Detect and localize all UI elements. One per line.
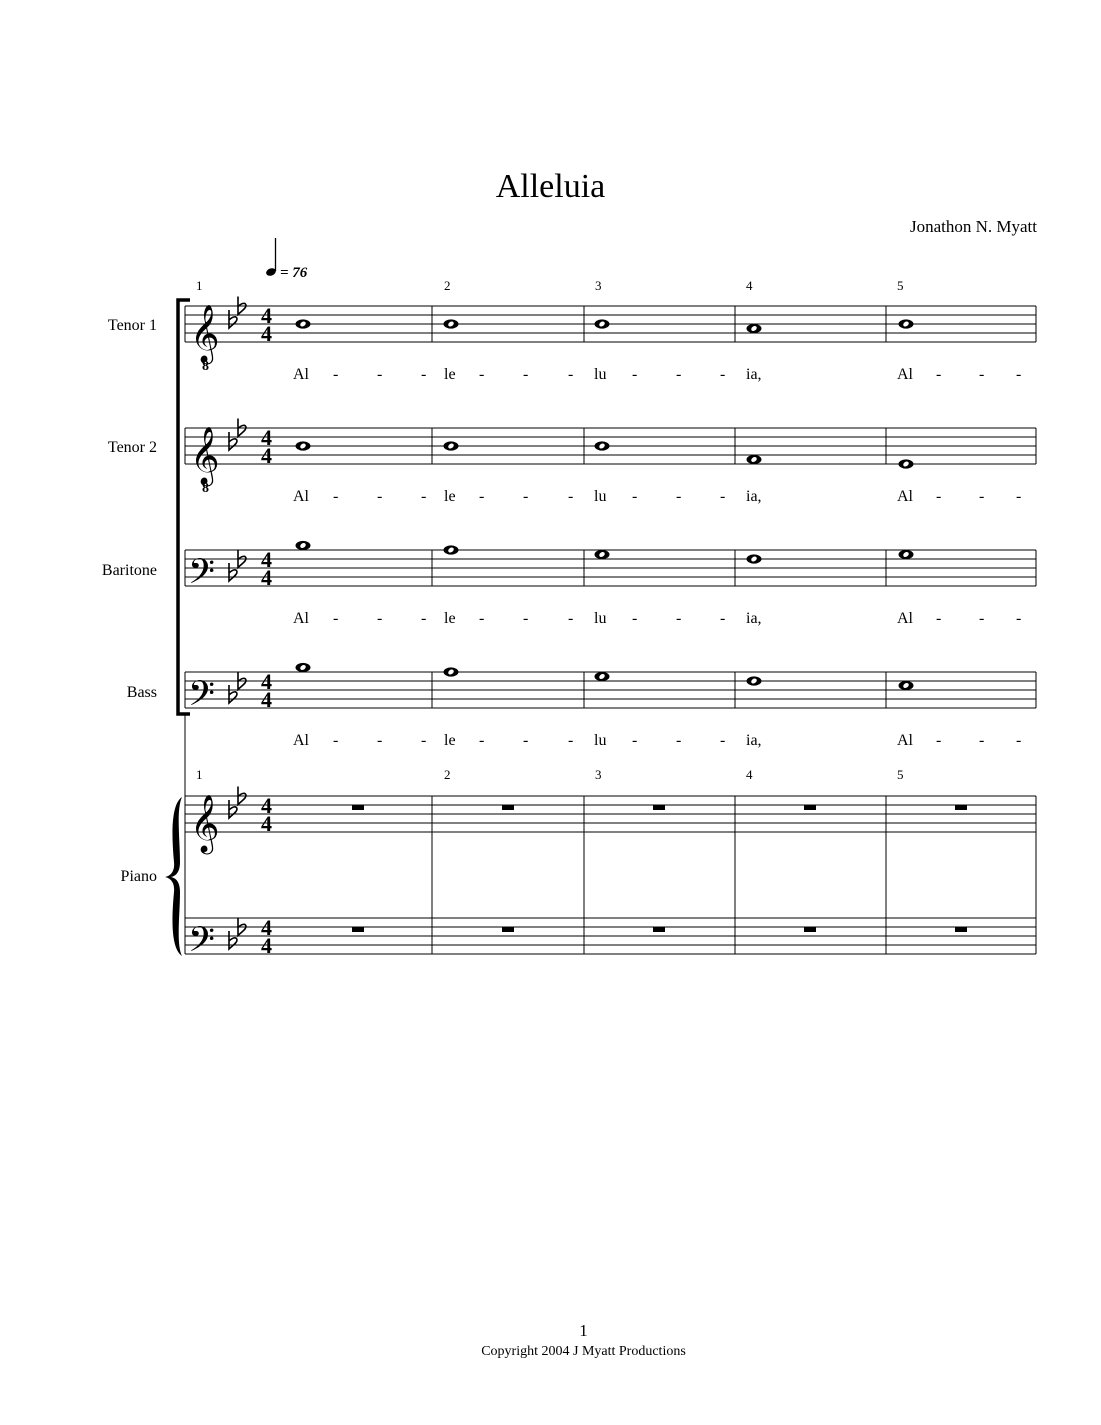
lyric-hyphen: - <box>333 732 339 749</box>
lyric-hyphen: - <box>568 732 574 749</box>
page-number: 1 <box>579 1321 588 1340</box>
lyric-hyphen: - <box>720 488 726 505</box>
staff-name: Tenor 2 <box>107 439 157 456</box>
lyrics-line <box>293 610 1021 627</box>
lyric-hyphen: - <box>632 366 638 383</box>
bass-clef-icon: 𝄢 <box>188 676 216 722</box>
staff-name: Tenor 1 <box>107 317 157 334</box>
flat-icon <box>229 685 237 703</box>
whole-rest <box>955 805 967 810</box>
lyric-hyphen: - <box>523 732 529 749</box>
whole-rest <box>804 927 816 932</box>
lyric-hyphen: - <box>1016 732 1022 749</box>
measure-number: 2 <box>444 278 451 293</box>
flat-icon <box>229 563 237 581</box>
measure-number: 3 <box>595 278 602 293</box>
staff-piano-right-hand <box>185 787 1036 856</box>
composer-credit: Jonathon N. Myatt <box>909 217 1037 236</box>
lyric-syllable: le <box>444 488 456 505</box>
measure-number: 4 <box>746 767 753 782</box>
treble-clef-icon: 𝄞 <box>190 305 220 361</box>
lyrics-line <box>293 732 1021 749</box>
lyric-syllable: Al <box>293 732 309 749</box>
treble-clef-icon: 𝄞 <box>190 795 220 851</box>
lyric-hyphen: - <box>479 610 485 627</box>
lyric-hyphen: - <box>421 366 427 383</box>
time-signature-bottom: 4 <box>261 933 272 958</box>
whole-rest <box>502 927 514 932</box>
lyric-hyphen: - <box>479 366 485 383</box>
measure-number: 3 <box>595 767 602 782</box>
lyric-hyphen: - <box>676 610 682 627</box>
whole-rest <box>352 805 364 810</box>
lyric-hyphen: - <box>523 488 529 505</box>
lyric-hyphen: - <box>720 732 726 749</box>
time-signature-top: 4 <box>261 425 272 450</box>
lyric-hyphen: - <box>568 366 574 383</box>
staff-bass <box>185 663 1036 722</box>
lyric-hyphen: - <box>979 488 985 505</box>
time-signature-bottom: 4 <box>261 443 272 468</box>
lyric-syllable: ia, <box>746 366 762 383</box>
measure-number: 2 <box>444 767 451 782</box>
lyric-hyphen: - <box>421 488 427 505</box>
time-signature-bottom: 4 <box>261 565 272 590</box>
octave-mark: 8 <box>202 481 209 496</box>
lyric-hyphen: - <box>421 732 427 749</box>
time-signature-top: 4 <box>261 547 272 572</box>
lyric-hyphen: - <box>523 610 529 627</box>
lyric-syllable: Al <box>897 366 913 383</box>
time-signature-bottom: 4 <box>261 687 272 712</box>
time-signature-top: 4 <box>261 793 272 818</box>
lyric-hyphen: - <box>979 732 985 749</box>
whole-rest <box>352 927 364 932</box>
lyric-hyphen: - <box>720 610 726 627</box>
flat-icon <box>229 800 237 818</box>
lyric-syllable: le <box>444 366 456 383</box>
lyric-hyphen: - <box>377 488 383 505</box>
lyric-hyphen: - <box>979 366 985 383</box>
piano-brace <box>165 797 182 956</box>
lyric-hyphen: - <box>632 732 638 749</box>
lyric-hyphen: - <box>568 610 574 627</box>
lyric-hyphen: - <box>720 366 726 383</box>
time-signature-top: 4 <box>261 915 272 940</box>
lyric-hyphen: - <box>377 610 383 627</box>
lyric-hyphen: - <box>479 732 485 749</box>
choir-bracket <box>178 300 190 714</box>
lyric-hyphen: - <box>377 732 383 749</box>
lyric-hyphen: - <box>421 610 427 627</box>
tempo-value: = 76 <box>280 265 308 281</box>
lyric-hyphen: - <box>1016 488 1022 505</box>
lyric-syllable: ia, <box>746 610 762 627</box>
measure-number: 4 <box>746 278 753 293</box>
lyrics-line <box>293 366 1021 383</box>
tempo-marking <box>265 238 308 281</box>
time-signature-top: 4 <box>261 303 272 328</box>
flat-icon <box>229 931 237 949</box>
lyric-syllable: ia, <box>746 732 762 749</box>
lyric-hyphen: - <box>936 732 942 749</box>
measure-number: 1 <box>196 767 203 782</box>
lyric-syllable: Al <box>293 610 309 627</box>
lyric-hyphen: - <box>936 610 942 627</box>
lyric-hyphen: - <box>676 732 682 749</box>
lyric-syllable: lu <box>594 610 607 627</box>
lyric-syllable: le <box>444 610 456 627</box>
treble-clef-icon: 𝄞 <box>190 427 220 483</box>
flat-icon <box>229 310 237 328</box>
lyric-hyphen: - <box>333 610 339 627</box>
lyric-syllable: le <box>444 732 456 749</box>
lyric-syllable: lu <box>594 732 607 749</box>
lyric-hyphen: - <box>1016 610 1022 627</box>
lyric-hyphen: - <box>333 488 339 505</box>
lyric-syllable: Al <box>897 732 913 749</box>
measure-number: 1 <box>196 278 203 293</box>
lyric-hyphen: - <box>479 488 485 505</box>
bass-clef-icon: 𝄢 <box>188 922 216 968</box>
lyric-syllable: ia, <box>746 488 762 505</box>
bass-clef-icon: 𝄢 <box>188 554 216 600</box>
whole-rest <box>653 927 665 932</box>
time-signature-bottom: 4 <box>261 811 272 836</box>
whole-rest <box>804 805 816 810</box>
lyric-hyphen: - <box>568 488 574 505</box>
lyric-hyphen: - <box>632 610 638 627</box>
measure-number: 5 <box>897 278 904 293</box>
lyric-syllable: Al <box>293 488 309 505</box>
octave-mark: 8 <box>202 359 209 374</box>
flat-icon <box>229 432 237 450</box>
lyric-syllable: lu <box>594 488 607 505</box>
lyrics-line <box>293 488 1021 505</box>
whole-rest <box>653 805 665 810</box>
lyric-hyphen: - <box>1016 366 1022 383</box>
lyric-hyphen: - <box>333 366 339 383</box>
lyric-hyphen: - <box>676 488 682 505</box>
time-signature-top: 4 <box>261 669 272 694</box>
staff-name: Bass <box>126 684 157 701</box>
copyright: Copyright 2004 J Myatt Productions <box>481 1344 686 1359</box>
measure-number: 5 <box>897 767 904 782</box>
lyric-hyphen: - <box>523 366 529 383</box>
lyric-hyphen: - <box>936 488 942 505</box>
staff-tenor-1 <box>185 297 1036 375</box>
lyric-syllable: Al <box>293 366 309 383</box>
lyric-syllable: lu <box>594 366 607 383</box>
lyric-hyphen: - <box>936 366 942 383</box>
score-title: Alleluia <box>495 168 606 205</box>
lyric-hyphen: - <box>632 488 638 505</box>
staff-name: Baritone <box>101 562 157 579</box>
whole-rest <box>502 805 514 810</box>
whole-rest <box>955 927 967 932</box>
staff-baritone <box>185 541 1036 600</box>
time-signature-bottom: 4 <box>261 321 272 346</box>
staff-name: Piano <box>120 868 157 885</box>
staff-piano-left-hand <box>185 915 1036 968</box>
lyric-hyphen: - <box>979 610 985 627</box>
lyric-syllable: Al <box>897 488 913 505</box>
lyric-syllable: Al <box>897 610 913 627</box>
lyric-hyphen: - <box>676 366 682 383</box>
lyric-hyphen: - <box>377 366 383 383</box>
staff-tenor-2 <box>185 419 1036 497</box>
